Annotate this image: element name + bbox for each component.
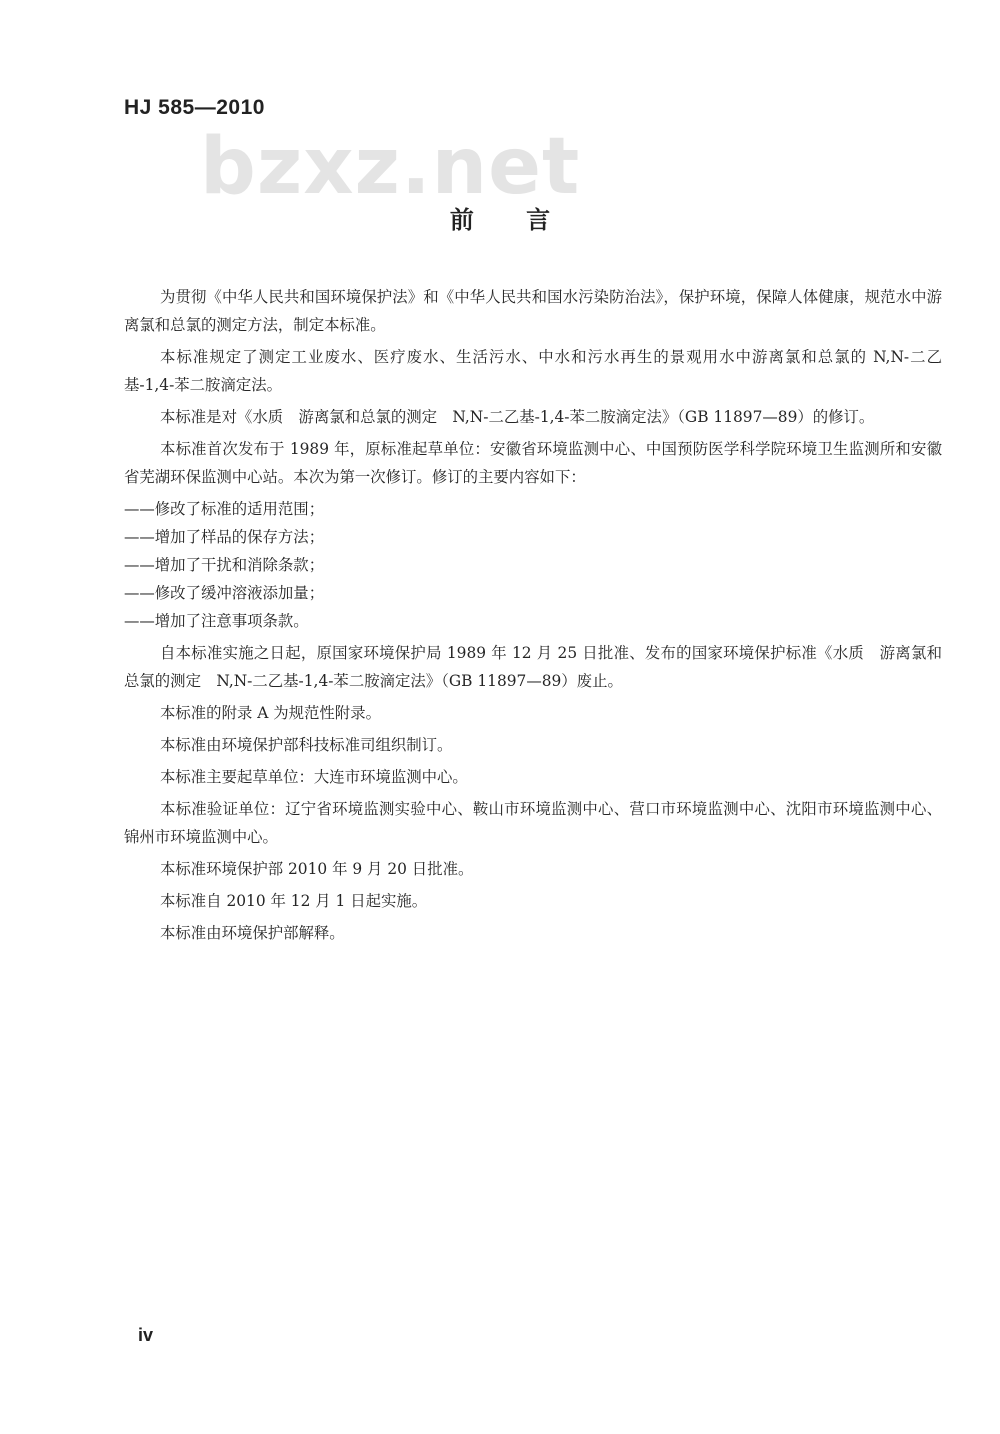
paragraph-drafter: 本标准主要起草单位：大连市环境监测中心。: [160, 768, 468, 786]
page-number: iv: [138, 1325, 154, 1345]
paragraph-interpretation: 本标准由环境保护部解释。: [160, 924, 345, 942]
paragraph-approval: 本标准环境保护部 2010 年 9 月 20 日批准。: [160, 860, 474, 878]
paragraph-scope: 本标准规定了测定工业废水、医疗废水、生活污水、中水和污水再生的景观用水中游离氯和总氯的 N,N-二乙基-1,4-苯二胺滴定法。: [124, 348, 942, 394]
paragraph-organizer: 本标准由环境保护部科技标准司组织制订。: [160, 736, 453, 754]
watermark: bzxz.net: [200, 122, 581, 212]
revision-item: ——增加了注意事项条款。: [124, 612, 309, 630]
paragraph-verifiers: 本标准验证单位：辽宁省环境监测实验中心、鞍山市环境监测中心、营口市环境监测中心、沈阳市环境监测中心、锦州市环境监测中心。: [124, 800, 942, 846]
revision-item: ——修改了标准的适用范围；: [124, 500, 325, 518]
paragraph-effective-date: 本标准自 2010 年 12 月 1 日起实施。: [160, 892, 428, 910]
foreword-body: [124, 283, 942, 947]
revision-item: ——增加了干扰和消除条款；: [124, 556, 325, 574]
revision-item: ——增加了样品的保存方法；: [124, 528, 325, 546]
paragraph-purpose: 为贯彻《中华人民共和国环境保护法》和《中华人民共和国水污染防治法》，保护环境，保障人体健康，规范水中游离氯和总氯的测定方法，制定本标准。: [124, 288, 942, 334]
page-title: 前 言: [449, 206, 573, 234]
revision-item: ——修改了缓冲溶液添加量；: [124, 584, 325, 602]
paragraph-appendix: 本标准的附录 A 为规范性附录。: [160, 704, 381, 722]
paragraph-supersedes: 自本标准实施之日起，原国家环境保护局 1989 年 12 月 25 日批准、发布的国家环境保护标准《水质 游离氯和总氯的测定 N,N-二乙基-1,4-苯二胺滴定法》（GB 11897—89）废止。: [124, 644, 942, 690]
standard-code: HJ 585—2010: [124, 96, 265, 119]
paragraph-revision-of: 本标准是对《水质 游离氯和总氯的测定 N,N-二乙基-1,4-苯二胺滴定法》（GB 11897—89）的修订。: [160, 408, 875, 426]
paragraph-history: 本标准首次发布于 1989 年，原标准起草单位：安徽省环境监测中心、中国预防医学科学院环境卫生监测所和安徽省芜湖环保监测中心站。本次为第一次修订。修订的主要内容如下：: [124, 440, 942, 486]
